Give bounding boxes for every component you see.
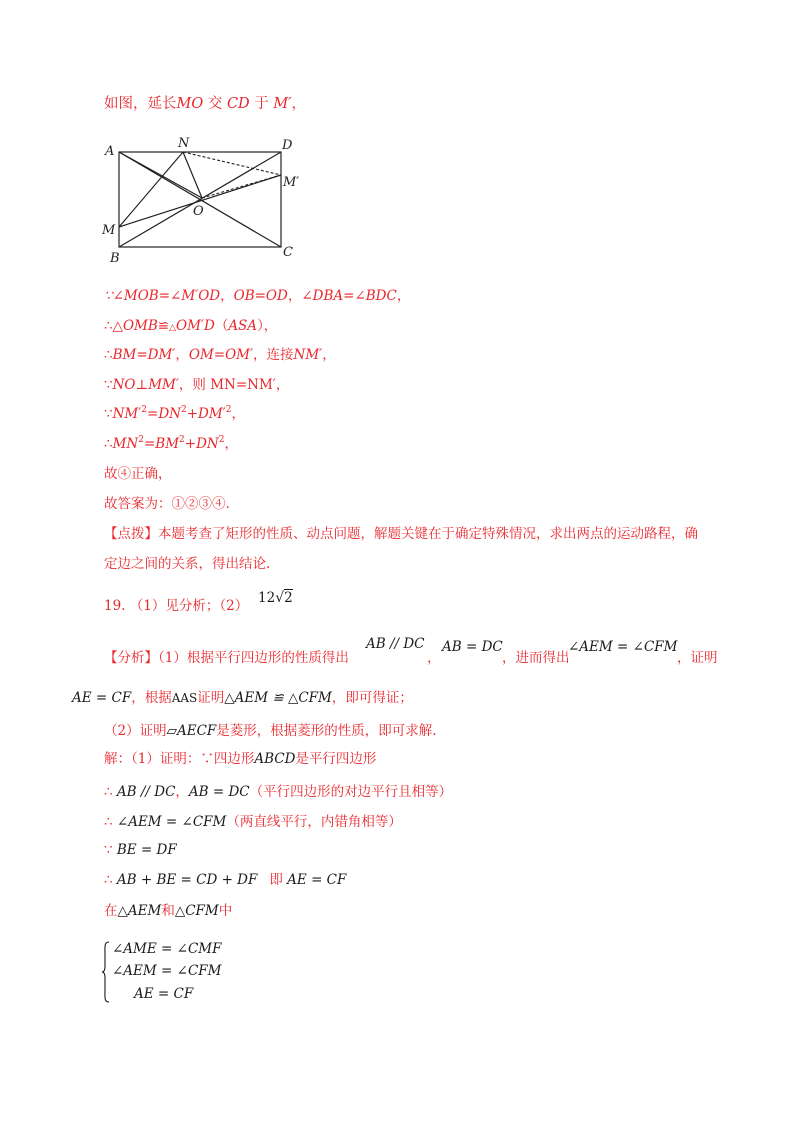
proof-line-5: $\because NM'^2=DN^2+DM'^2$， <box>104 405 245 422</box>
solution-line-4: ∵ BE = DF <box>104 842 177 858</box>
q19-answer: 12√2 <box>258 590 293 606</box>
proof-line-4: ∵NO⊥MM′，则 MN=NM′， <box>104 377 290 393</box>
dashed-nm-prime <box>183 152 281 175</box>
left-brace <box>101 941 111 1003</box>
system-line-1: ∠AME = ∠CMF <box>112 941 222 957</box>
q19-number: 19. <box>104 598 126 614</box>
label-m-prime: M′ <box>283 175 300 190</box>
proof-line-6: $\therefore MN^2=BM^2+DN^2$， <box>104 435 238 452</box>
fenxi-line-1: 【分析】（1）根据平行四边形的性质得出 <box>104 650 349 666</box>
solution-line-2: ∴ AB // DC，AB = DC（平行四边形的对边平行且相等） <box>104 784 453 800</box>
fenxi-line-3: （2）证明▱AECF是菱形，根据菱形的性质，即可求解. <box>104 723 437 739</box>
label-c: C <box>283 245 293 260</box>
dianbo-line-1: 【点拨】本题考查了矩形的性质、动点问题，解题关键在于确定特殊情况，求出两点的运动路程，确 <box>104 526 698 542</box>
label-m: M <box>102 223 116 238</box>
proof-line-3: ∴BM=DM′，OM=OM′，连接NM′， <box>104 347 336 363</box>
system-line-2: ∠AEM = ∠CFM <box>112 963 222 979</box>
label-o: O <box>193 204 204 219</box>
label-n: N <box>178 136 190 151</box>
solution-line-1: 解：（1）证明：∵四边形ABCD是平行四边形 <box>104 751 377 767</box>
proof-line-7: 故④正确， <box>104 466 172 482</box>
dianbo-label: 【点拨】 <box>104 526 158 542</box>
math-angle-eq: ∠AEM = ∠CFM <box>568 639 678 655</box>
dianbo-line-2: 定边之间的关系，得出结论. <box>104 556 271 572</box>
comma: ， <box>427 650 441 666</box>
label-a: A <box>105 144 115 159</box>
rectangle-figure <box>96 130 316 265</box>
math-ab-eq-dc: AB = DC <box>442 639 503 655</box>
proof-line-1: ∵∠MOB=∠M′OD，OB=OD，∠DBA=∠BDC， <box>104 288 411 304</box>
math-ab-parallel-dc: AB // DC <box>366 636 425 652</box>
fenxi-line-2: AE = CF，根据AAS证明△AEM ≌ △CFM，即可得证； <box>72 690 413 706</box>
q19-line: 19. （1）见分析；（2） <box>104 598 249 614</box>
intro-line: 如图，延长MO 交 CD 于 M′， <box>104 96 307 112</box>
system-line-3: AE = CF <box>134 986 194 1002</box>
fenxi-label: 【分析】 <box>104 650 158 666</box>
solution-line-3: ∴ ∠AEM = ∠CFM（两直线平行，内错角相等） <box>104 814 402 830</box>
proof-line-2: ∴△OMB≌△OM′D（ASA）， <box>104 318 278 334</box>
solution-line-5: ∴ AB + BE = CD + DF 即 AE = CF <box>104 872 347 888</box>
fenxi-text-c: ，进而得出 <box>502 650 570 666</box>
label-b: B <box>110 251 120 265</box>
label-d: D <box>282 138 293 153</box>
fenxi-text-d: ，证明 <box>677 650 718 666</box>
solution-line-6: 在△AEM和△CFM中 <box>104 903 233 919</box>
answer-line: 故答案为：①②③④. <box>104 496 230 512</box>
